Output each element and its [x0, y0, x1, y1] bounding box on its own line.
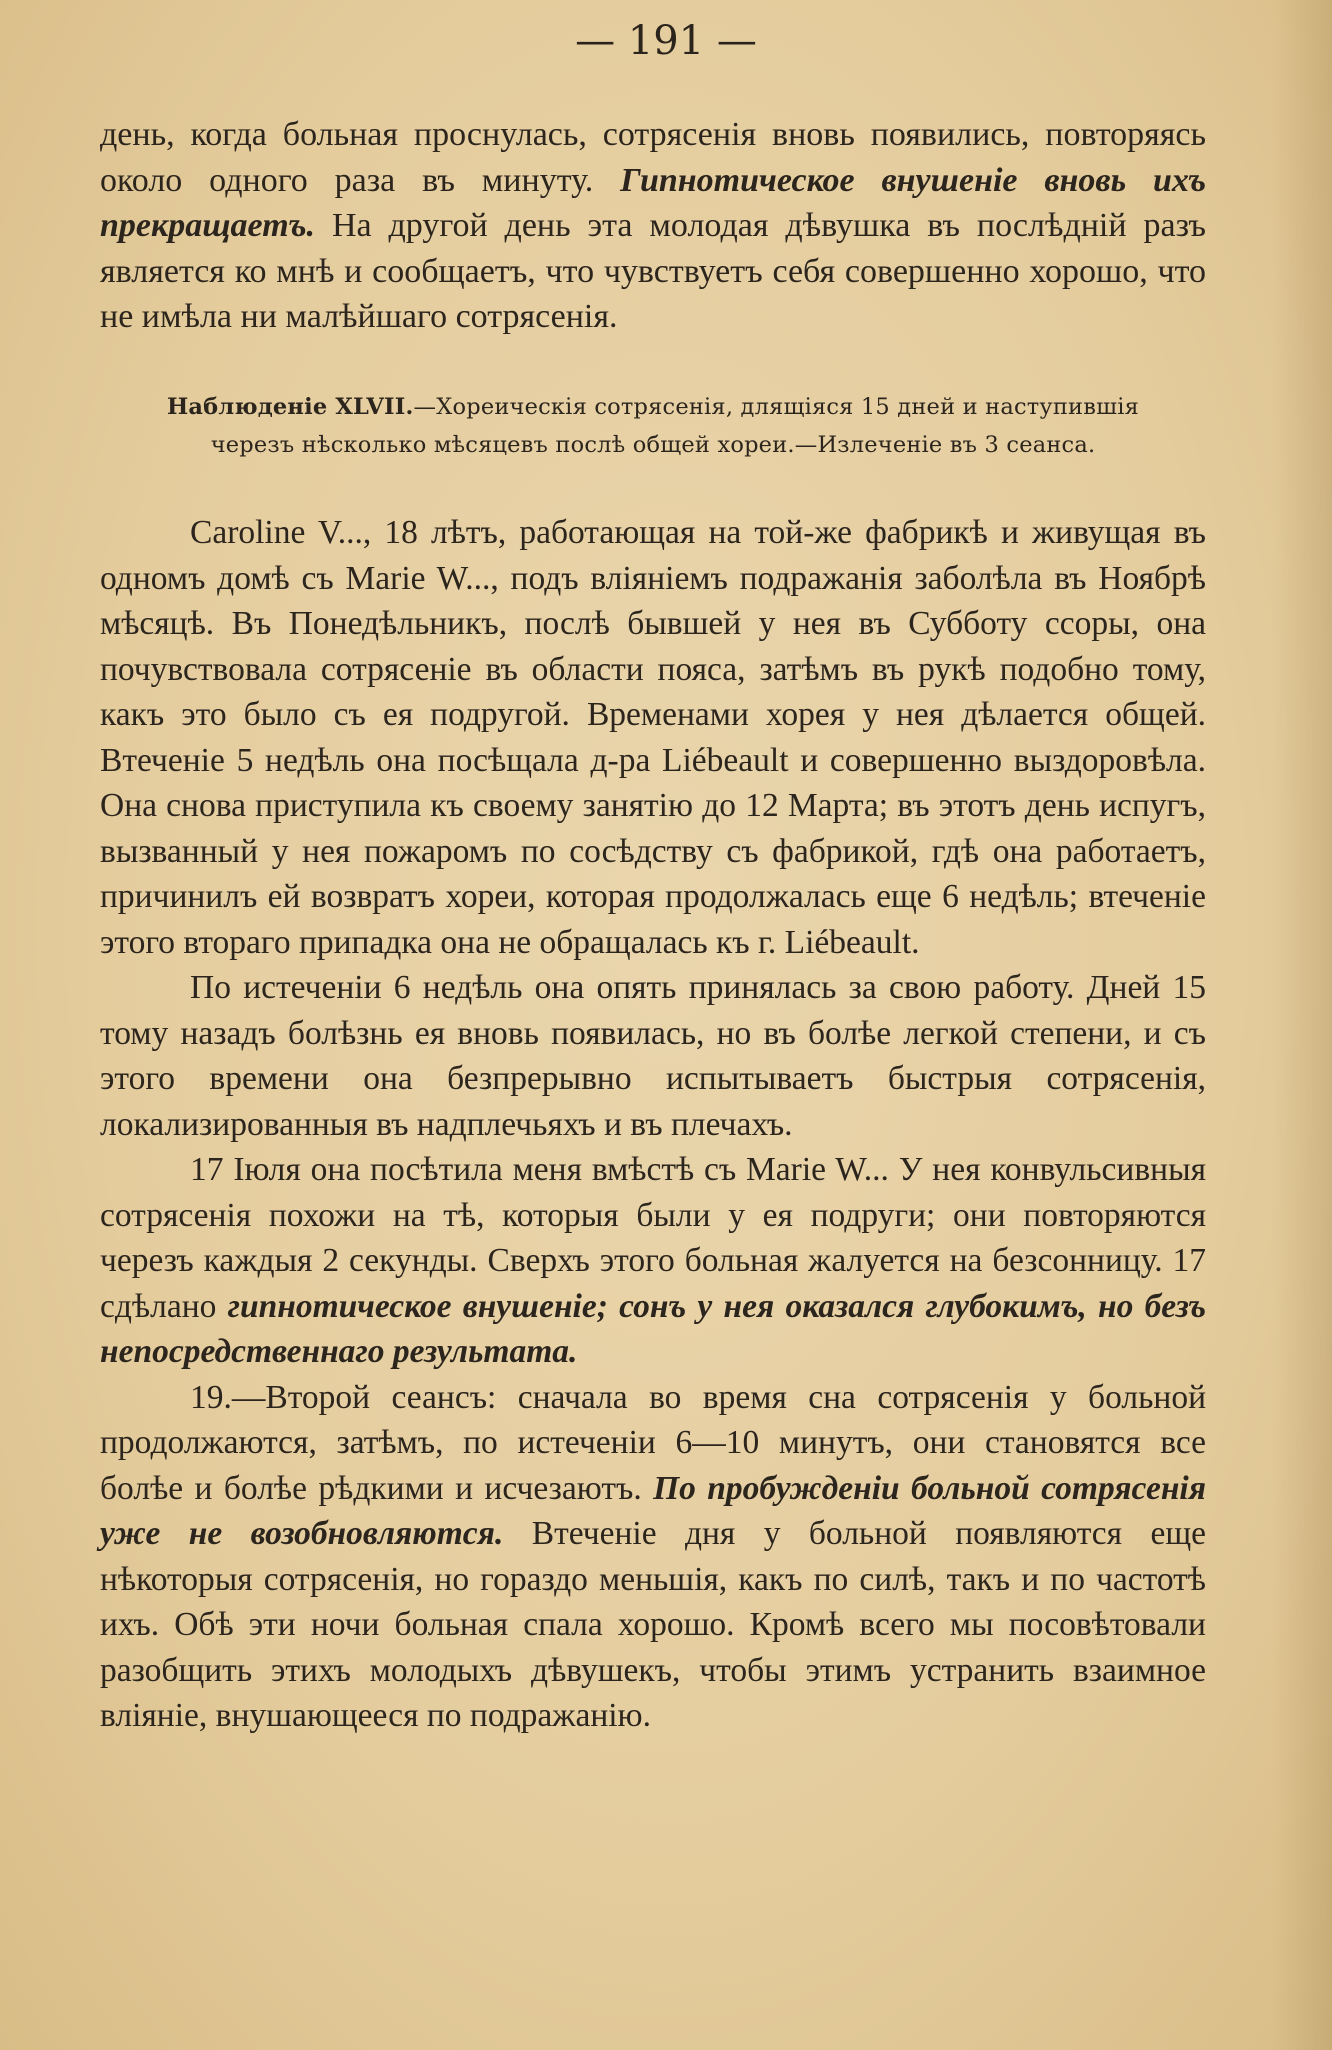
paragraph-1: Caroline V..., 18 лѣтъ, работающая на той-же фабрикѣ и живущая въ одномъ домѣ съ Marie W..., подъ вліяніемъ подражанія заболѣла въ Ноябрѣ мѣсяцѣ. Въ Понедѣльникъ, послѣ бывшей у нея въ Субботу ссоры, она почувствовала сотрясеніе въ области пояса, затѣмъ въ рукѣ подобно тому, какъ это было съ ея подругой. Временами хорея у нея дѣлается общей. Втеченіе 5 недѣль она посѣщала д-ра Liébeault и совершенно выздоровѣла. Она снова приступила къ своему занятію до 12 Марта; въ этотъ день испугъ, вызванный у нея пожаромъ по сосѣдству съ фабрикой, гдѣ она работаетъ, причинилъ ей возвратъ хореи, которая продолжалась еще 6 недѣль; втеченіе этого втораго припадка она не обращалась къ г. Liébeault.: [100, 514, 1206, 961]
observation-heading: [100, 388, 1206, 464]
continued-text-2: На другой день эта молодая дѣвушка въ послѣдній разъ является ко мнѣ и сообщаетъ, что чувствуетъ себя совершенно хорошо, что не имѣла ни малѣйшаго сотрясенія.: [100, 207, 1206, 336]
paragraph-4-text-1: 19.—Второй сеансъ: сначала во время сна сотрясенія у больной продолжаются, затѣмъ, по истеченіи 6—10 минутъ, они становятся все болѣе и болѣе рѣдкими и исчезаютъ.: [100, 1378, 1206, 1507]
observation-title-2: черезъ нѣсколько мѣсяцевъ послѣ общей хореи.—Излеченіе въ 3 сеанса.: [210, 432, 1096, 458]
paragraph-4: [100, 1375, 1206, 1739]
paragraph-3-text: 17 Іюля она посѣтила меня вмѣстѣ съ Marie W... У нея конвульсивныя сотрясенія похожи на тѣ, которыя были у ея подруги; они повторяются черезъ каждыя 2 секунды. Сверхъ этого больная жалуется на безсонницу. 17 сдѣлано: [100, 1151, 1206, 1325]
observation-title-1: —Хореическія сотрясенія, длящіяся 15 дней и наступившія: [413, 394, 1140, 420]
observation-label: Наблюденіе XLVII.: [166, 394, 414, 420]
continued-paragraph: [100, 112, 1206, 340]
page-edge-shadow: [1272, 0, 1332, 2050]
paragraph-3: [100, 1147, 1206, 1375]
continued-text-1: день, когда больная проснулась, сотрясенія вновь появились, повторяясь около одного раза въ минуту.: [100, 116, 1206, 199]
paragraph-3-italic: гипнотическое внушеніе; сонъ у нея оказался глубокимъ, но безъ непосредственнаго результата.: [100, 1287, 1206, 1370]
paragraph-4-text-2: Втеченіе дня у больной появляются еще нѣкоторыя сотрясенія, но гораздо меньшія, какъ по силѣ, такъ и по частотѣ ихъ. Обѣ эти ночи больная спала хорошо. Кромѣ всего мы посовѣтовали разобщить этихъ молодыхъ дѣвушекъ, чтобы этимъ устранить взаимное вліяніе, внушающееся по подражанію.: [100, 1515, 1206, 1734]
continued-italic: Гипнотическое внушеніе вновь ихъ прекращаетъ.: [100, 161, 1206, 245]
paragraph-4-italic: По пробужденіи больной сотрясенія уже не возобновляются.: [100, 1469, 1206, 1552]
paragraph-2: По истеченіи 6 недѣль она опять принялась за свою работу. Дней 15 тому назадъ болѣзнь ея вновь появилась, но въ болѣе легкой степени, и съ этого времени она безпрерывно испытываетъ быстрыя сотрясенія, локализированныя въ надплечьяхъ и въ плечахъ.: [100, 969, 1206, 1143]
page-number: — 191 —: [575, 18, 757, 64]
observation-heading-line-1: [100, 388, 1206, 426]
observation-body: [100, 510, 1206, 1739]
